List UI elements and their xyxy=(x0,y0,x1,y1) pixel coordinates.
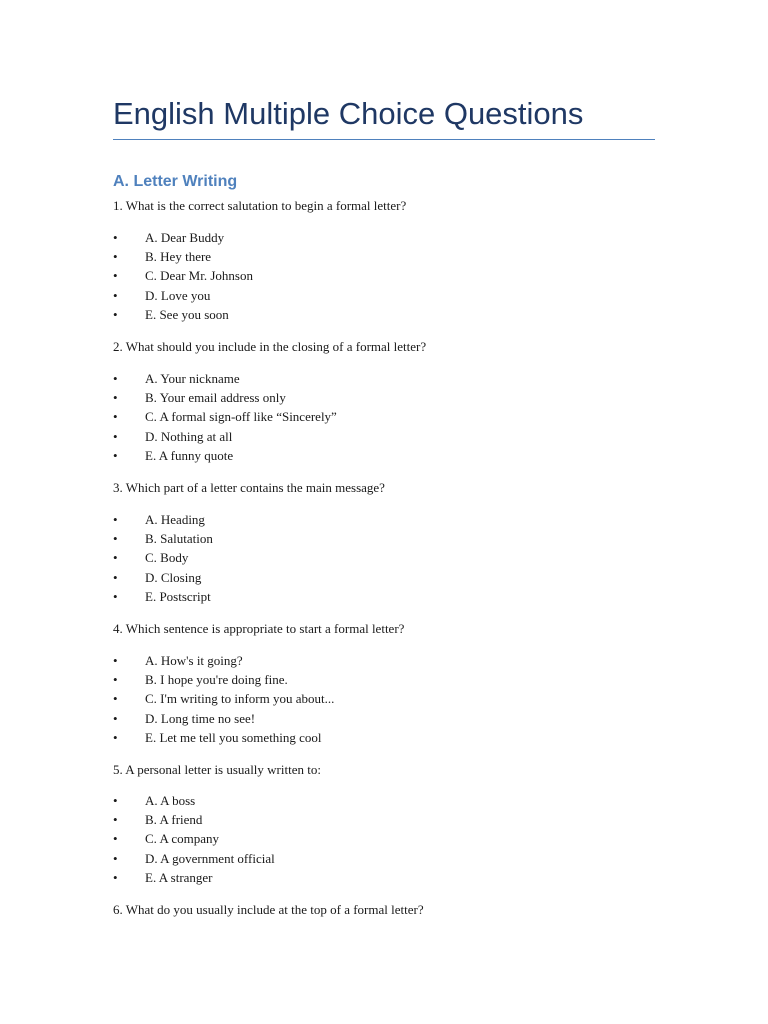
bullet-icon: • xyxy=(113,230,118,245)
bullet-icon: • xyxy=(113,588,118,604)
title-underline xyxy=(113,139,655,140)
bullet-icon: • xyxy=(113,831,118,847)
option-text: B. A friend xyxy=(145,812,203,828)
option-text: C. I'm writing to inform you about... xyxy=(145,691,335,707)
question-3: 3. Which part of a letter contains the main message? xyxy=(113,480,385,495)
section-heading: A. Letter Writing xyxy=(113,173,238,190)
option-text: A. Dear Buddy xyxy=(145,230,225,245)
option-text: E. Let me tell you something cool xyxy=(145,729,322,745)
question-4: 4. Which sentence is appropriate to start a formal letter? xyxy=(113,621,405,636)
option-text: B. Your email address only xyxy=(145,390,286,406)
bullet-icon: • xyxy=(113,249,118,265)
option-text: A. Your nickname xyxy=(145,371,240,386)
bullet-icon: • xyxy=(113,531,118,547)
bullet-icon: • xyxy=(113,691,118,707)
option-text: D. Love you xyxy=(145,287,211,303)
bullet-icon: • xyxy=(113,550,118,566)
option-text: D. Nothing at all xyxy=(145,428,233,444)
option-text: D. Closing xyxy=(145,569,202,585)
bullet-icon: • xyxy=(113,409,118,425)
question-1: 1. What is the correct salutation to begin a formal letter? xyxy=(113,198,407,213)
bullet-icon: • xyxy=(113,512,118,527)
option-text: C. A formal sign-off like “Sincerely” xyxy=(145,409,337,425)
bullet-icon: • xyxy=(113,729,118,745)
option-text: C. A company xyxy=(145,831,220,847)
bullet-icon: • xyxy=(113,793,118,808)
option-text: A. How's it going? xyxy=(145,653,243,668)
bullet-icon: • xyxy=(113,653,118,668)
option-text: A. A boss xyxy=(145,793,196,808)
question-2: 2. What should you include in the closing of a formal letter? xyxy=(113,339,427,354)
bullet-icon: • xyxy=(113,672,118,688)
bullet-icon: • xyxy=(113,268,118,284)
bullet-icon: • xyxy=(113,306,118,322)
bullet-icon: • xyxy=(113,710,118,726)
bullet-icon: • xyxy=(113,447,118,463)
bullet-icon: • xyxy=(113,287,118,303)
option-text: E. A funny quote xyxy=(145,447,234,463)
bullet-icon: • xyxy=(113,869,118,885)
option-text: B. I hope you're doing fine. xyxy=(145,672,288,688)
bullet-icon: • xyxy=(113,371,118,386)
bullet-icon: • xyxy=(113,850,118,866)
question-6: 6. What do you usually include at the top of a formal letter? xyxy=(113,902,424,917)
option-text: D. A government official xyxy=(145,850,275,866)
option-text: E. A stranger xyxy=(145,869,213,885)
option-text: E. Postscript xyxy=(145,588,211,604)
option-text: D. Long time no see! xyxy=(145,710,256,726)
option-text: E. See you soon xyxy=(145,306,229,322)
bullet-icon: • xyxy=(113,812,118,828)
option-text: C. Body xyxy=(145,550,189,566)
option-text: C. Dear Mr. Johnson xyxy=(145,268,253,284)
document-title: English Multiple Choice Questions xyxy=(113,96,584,131)
bullet-icon: • xyxy=(113,390,118,406)
option-text: B. Hey there xyxy=(145,249,212,265)
question-5: 5. A personal letter is usually written to: xyxy=(113,762,321,777)
bullet-icon: • xyxy=(113,428,118,444)
bullet-icon: • xyxy=(113,569,118,585)
option-text: B. Salutation xyxy=(145,531,213,547)
option-text: A. Heading xyxy=(145,512,205,527)
